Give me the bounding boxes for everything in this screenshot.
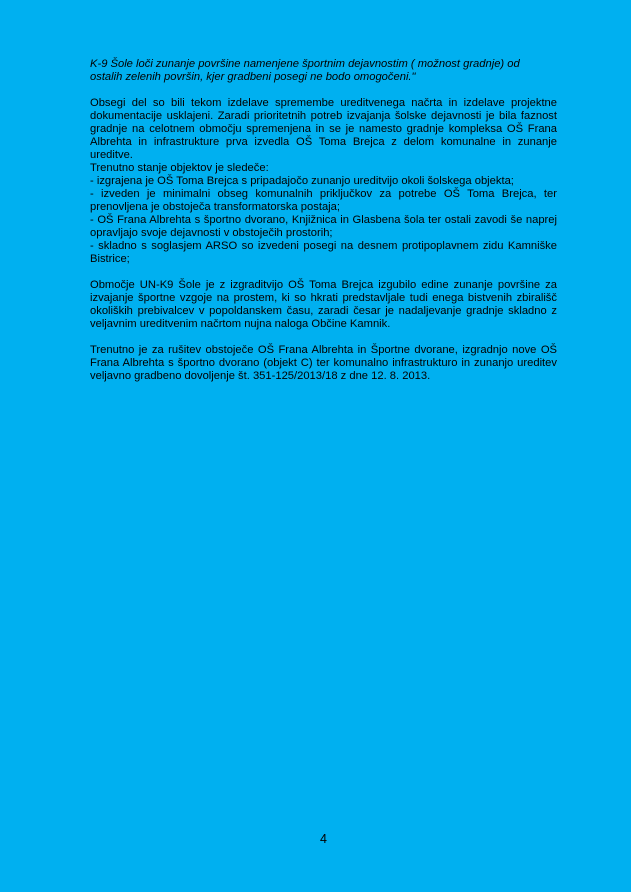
paragraph-area: Območje UN-K9 Šole je z izgraditvijo OŠ Toma Brejca izgubilo edine zunanje površine za izvajanje športne vzgoje na prostem, ki so hkrati predstavljale tudi enega bistvenih zbirališč okoliških prebivalcev v popoldanskem času, zaradi česar je nadaljevanje gradnje skladno z veljavnim ureditvenim načrtom nujna naloga Občine Kamnik. [90,279,557,330]
paragraph-gap [90,266,557,279]
quote-paragraph: K-9 Šole loči zunanje površine namenjene športnim dejavnostim ( možnost gradnje) od ostalih zelenih površin, kjer gradbeni posegi ne bodo omogočeni." [90,58,520,83]
status-item-2: - izveden je minimalni obseg komunalnih priključkov za potrebe OŠ Toma Brejca, ter prenovljena je obstoječa transformatorska postaja; [90,188,557,213]
paragraph-scope: Obsegi del so bili tekom izdelave spremembe ureditvenega načrta in izdelave projektne dokumentacije usklajeni. Zaradi prioritetnih potreb izvajanja šolske dejavnosti je bila faznost gradnje na celotnem območju spremenjena in se je namesto gradnje kompleksa OŠ Frana Albrehta in infrastrukture prva izvedla OŠ Toma Brejca z delom komunalne in zunanje ureditve. [90,97,557,161]
status-item-3: - OŠ Frana Albrehta s športno dvorano, Knjižnica in Glasbena šola ter ostali zavodi še naprej opravljajo svoje dejavnosti v obstoječih prostorih; [90,214,557,239]
paragraph-gap [90,84,557,97]
status-item-1: - izgrajena je OŠ Toma Brejca s pripadajočo zunanjo ureditvijo okoli šolskega objekta; [90,175,514,187]
page-number: 4 [320,832,327,846]
paragraph-permit: Trenutno je za rušitev obstoječe OŠ Frana Albrehta in Športne dvorane, izgradnjo nove OŠ Frana Albrehta s športno dvorano (objekt C) ter komunalno infrastrukturo in zunanjo ureditev veljavno gradbeno dovoljenje št. 351-125/2013/18 z dne 12. 8. 2013. [90,344,557,382]
paragraph-gap [90,331,557,344]
status-intro: Trenutno stanje objektov je sledeče: [90,162,269,174]
document-body [90,58,557,383]
status-item-4: - skladno s soglasjem ARSO so izvedeni posegi na desnem protipoplavnem zidu Kamniške Bistrice; [90,240,557,265]
